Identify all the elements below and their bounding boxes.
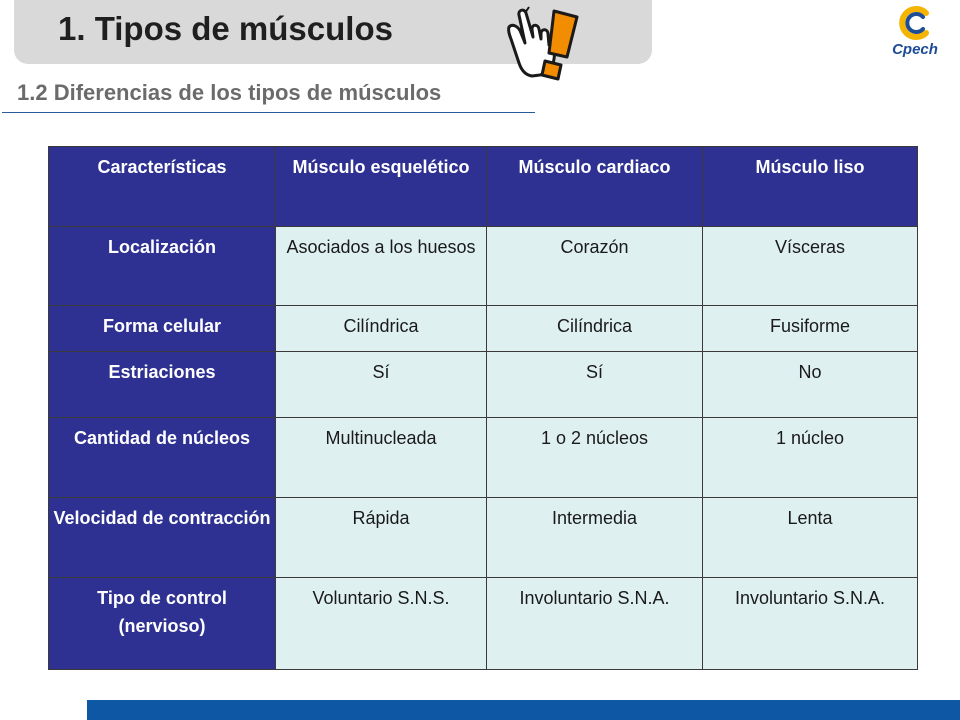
table-cell: Sí bbox=[276, 352, 487, 418]
cpech-logo bbox=[882, 4, 948, 68]
table-cell: Cilíndrica bbox=[487, 306, 703, 352]
row-header: Velocidad de contracción bbox=[49, 498, 276, 578]
row-header: Forma celular bbox=[49, 306, 276, 352]
column-header: Características bbox=[49, 147, 276, 227]
table-row bbox=[49, 418, 918, 498]
section-subtitle: 1.2 Diferencias de los tipos de músculos bbox=[17, 80, 442, 105]
table-cell: Involuntario S.N.A. bbox=[487, 578, 703, 670]
table-cell: Sí bbox=[487, 352, 703, 418]
table-row bbox=[49, 306, 918, 352]
column-header: Músculo esquelético bbox=[276, 147, 487, 227]
table-cell: Intermedia bbox=[487, 498, 703, 578]
table-cell: Involuntario S.N.A. bbox=[703, 578, 918, 670]
column-header: Músculo liso bbox=[703, 147, 918, 227]
row-header: Localización bbox=[49, 227, 276, 306]
pointing-hand-exclamation-icon bbox=[503, 3, 583, 85]
table-cell: Multinucleada bbox=[276, 418, 487, 498]
table-cell: Corazón bbox=[487, 227, 703, 306]
column-header: Músculo cardiaco bbox=[487, 147, 703, 227]
table-cell: 1 núcleo bbox=[703, 418, 918, 498]
page-title: 1. Tipos de músculos bbox=[58, 10, 393, 47]
table-cell: 1 o 2 núcleos bbox=[487, 418, 703, 498]
table-row bbox=[49, 227, 918, 306]
table-row bbox=[49, 498, 918, 578]
table-row bbox=[49, 578, 918, 670]
table-cell: Vísceras bbox=[703, 227, 918, 306]
row-header: Tipo de control (nervioso) bbox=[49, 578, 276, 670]
footer-bar bbox=[87, 700, 960, 720]
muscle-comparison-table bbox=[48, 146, 918, 670]
table-cell: Lenta bbox=[703, 498, 918, 578]
table-cell: Voluntario S.N.S. bbox=[276, 578, 487, 670]
table-cell: No bbox=[703, 352, 918, 418]
table-cell: Fusiforme bbox=[703, 306, 918, 352]
logo-text: Cpech bbox=[892, 41, 938, 58]
table-row bbox=[49, 352, 918, 418]
table-cell: Cilíndrica bbox=[276, 306, 487, 352]
subtitle-underline bbox=[2, 112, 535, 113]
table-cell: Rápida bbox=[276, 498, 487, 578]
table-header-row bbox=[49, 147, 918, 227]
row-header: Estriaciones bbox=[49, 352, 276, 418]
cpech-logo-icon bbox=[896, 4, 934, 42]
row-header: Cantidad de núcleos bbox=[49, 418, 276, 498]
table-cell: Asociados a los huesos bbox=[276, 227, 487, 306]
